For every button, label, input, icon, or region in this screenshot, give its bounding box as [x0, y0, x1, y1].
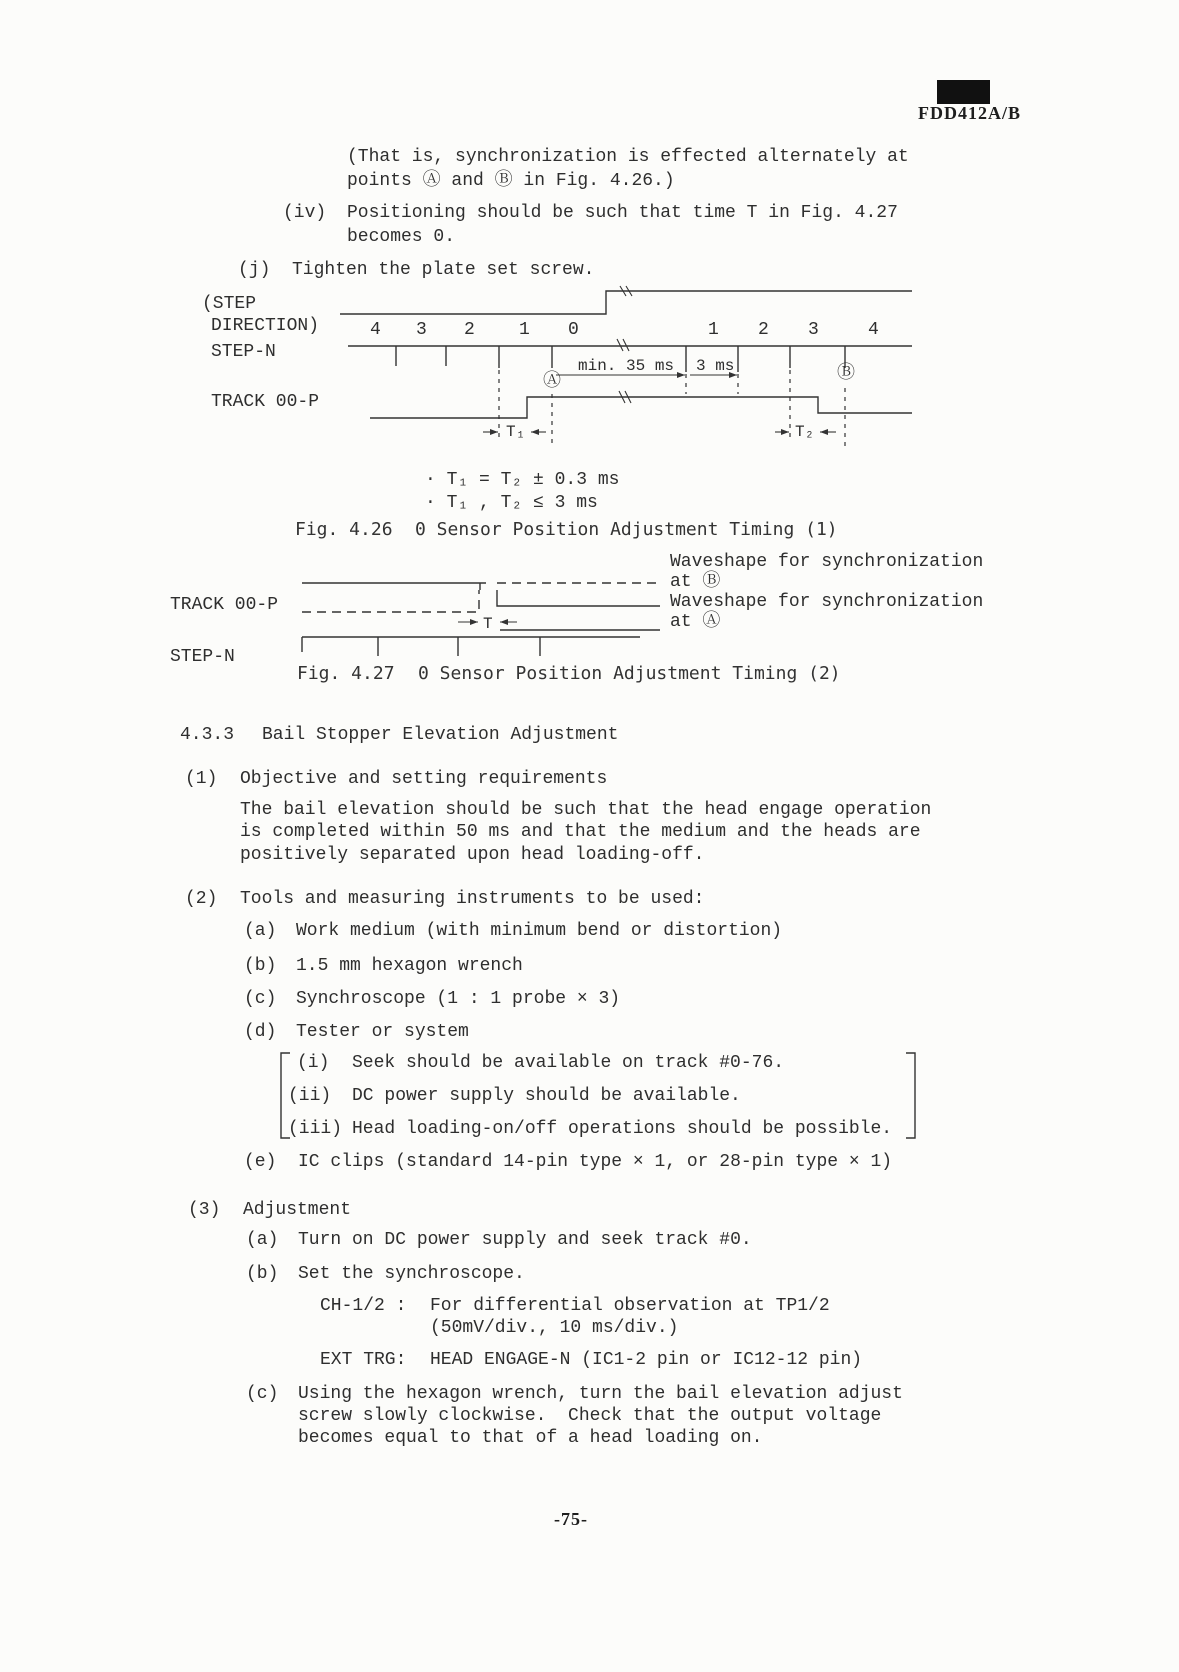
track-number: 1 — [708, 320, 719, 340]
track-number: 4 — [370, 320, 381, 340]
requirement-label: (i) — [297, 1053, 330, 1073]
requirement-text: DC power supply should be available. — [352, 1086, 741, 1106]
list-item-text: 1.5 mm hexagon wrench — [296, 956, 523, 976]
scope-setting-value: HEAD ENGAGE-N (IC1-2 pin or IC12-12 pin) — [430, 1350, 863, 1370]
subsection-label: (2) — [185, 889, 218, 909]
t1-label: T₁ — [506, 423, 526, 441]
requirement-label: (iii) — [288, 1119, 343, 1139]
subsection-heading: Adjustment — [243, 1200, 352, 1220]
waveshape-a-label: Waveshape for synchronization — [670, 592, 984, 612]
point-a-marker: Ⓐ — [543, 372, 561, 392]
list-item-label: (e) — [244, 1152, 277, 1172]
timing-condition: · T₁ = T₂ ± 0.3 ms — [425, 470, 620, 490]
step-text: becomes equal to that of a head loading on. — [298, 1428, 763, 1448]
scope-setting-value: For differential observation at TP1/2 — [430, 1296, 830, 1316]
track-number: 3 — [416, 320, 427, 340]
track00-label: TRACK 00-P — [211, 392, 320, 412]
section-number: 4.3.3 — [180, 725, 235, 745]
short-interval-label: 3 ms — [696, 357, 735, 375]
requirement-label: (ii) — [288, 1086, 332, 1106]
subsection-heading: Tools and measuring instruments to be used: — [240, 889, 705, 909]
step-label: (b) — [246, 1264, 279, 1284]
item-iv-label: (iv) — [283, 203, 327, 223]
track-number: 2 — [464, 320, 475, 340]
track-number: 1 — [519, 320, 530, 340]
list-item-text: Tester or system — [296, 1022, 469, 1042]
list-item-label: (d) — [244, 1022, 277, 1042]
subsection-label: (3) — [188, 1200, 221, 1220]
scope-setting-key: EXT TRG: — [320, 1350, 407, 1370]
section-title: Bail Stopper Elevation Adjustment — [262, 725, 619, 745]
t2-label: T₂ — [795, 423, 815, 441]
step-label: (a) — [246, 1230, 279, 1250]
step-text: Set the synchroscope. — [298, 1264, 525, 1284]
fig-4-27-diagram — [302, 583, 660, 656]
track00-waveform — [370, 397, 912, 418]
waveshape-b-label: at Ⓑ — [670, 572, 721, 592]
t-label: T — [483, 615, 493, 633]
track00-solid-b-waveform — [302, 583, 486, 590]
list-item-label: (c) — [244, 989, 277, 1009]
subsection-label: (1) — [185, 769, 218, 789]
track00-solid-a-waveform — [497, 590, 660, 606]
track00-dashed-a-waveform — [302, 590, 479, 612]
step-direction-label: (STEP — [202, 294, 257, 314]
logo-mark — [937, 80, 990, 104]
figure-caption-title: 0 Sensor Position Adjustment Timing (1) — [415, 519, 838, 540]
figure-caption-number: Fig. 4.27 — [297, 663, 395, 684]
requirement-text: Seek should be available on track #0-76. — [352, 1053, 785, 1073]
step-n-label: STEP-N — [170, 647, 235, 667]
list-item-label: (b) — [244, 956, 277, 976]
list-item-label: (a) — [244, 921, 277, 941]
scope-setting-key: CH-1/2 : — [320, 1296, 407, 1316]
page-number: -75- — [554, 1509, 588, 1529]
track-number: 3 — [808, 320, 819, 340]
item-j-text: Tighten the plate set screw. — [292, 260, 595, 280]
step-text: Using the hexagon wrench, turn the bail elevation adjust — [298, 1384, 903, 1404]
figure-caption-number: Fig. 4.26 — [295, 519, 393, 540]
step-text: screw slowly clockwise. Check that the output voltage — [298, 1406, 882, 1426]
intro-line: (That is, synchronization is effected alternately at — [347, 147, 909, 167]
figure-caption-title: 0 Sensor Position Adjustment Timing (2) — [418, 663, 841, 684]
step-direction-waveform — [340, 291, 912, 314]
list-item-text: IC clips (standard 14-pin type × 1, or 28-pin type × 1) — [298, 1152, 893, 1172]
item-iv-text: becomes 0. — [347, 227, 456, 247]
list-item-text: Synchroscope (1 : 1 probe × 3) — [296, 989, 621, 1009]
waveshape-a-label: at Ⓐ — [670, 612, 721, 632]
track-number: 0 — [568, 320, 579, 340]
subsection-heading: Objective and setting requirements — [240, 769, 608, 789]
step-label: (c) — [246, 1384, 279, 1404]
track00-label: TRACK 00-P — [170, 595, 279, 615]
list-item-text: Work medium (with minimum bend or distortion) — [296, 921, 783, 941]
item-j-label: (j) — [238, 260, 271, 280]
paragraph-line: is completed within 50 ms and that the medium and the heads are — [240, 822, 921, 842]
step-direction-label: DIRECTION) — [211, 316, 320, 336]
scope-setting-value: (50mV/div., 10 ms/div.) — [430, 1318, 679, 1338]
waveshape-b-label: Waveshape for synchronization — [670, 552, 984, 572]
track-number: 4 — [868, 320, 879, 340]
paragraph-line: positively separated upon head loading-off. — [240, 845, 705, 865]
item-iv-text: Positioning should be such that time T in Fig. 4.27 — [347, 203, 898, 223]
intro-line: points Ⓐ and Ⓑ in Fig. 4.26.) — [347, 171, 675, 191]
right-bracket — [906, 1053, 915, 1138]
step-text: Turn on DC power supply and seek track #0. — [298, 1230, 752, 1250]
point-b-marker: Ⓑ — [837, 364, 855, 384]
step-n-label: STEP-N — [211, 342, 276, 362]
document-id: FDD412A/B — [918, 103, 1021, 123]
step-n-break-mark — [617, 339, 629, 351]
requirement-text: Head loading-on/off operations should be possible. — [352, 1119, 893, 1139]
paragraph-line: The bail elevation should be such that the head engage operation — [240, 800, 932, 820]
track-number: 2 — [758, 320, 769, 340]
timing-condition: · T₁ , T₂ ≤ 3 ms — [425, 493, 598, 513]
min-interval-label: min. 35 ms — [578, 357, 675, 375]
